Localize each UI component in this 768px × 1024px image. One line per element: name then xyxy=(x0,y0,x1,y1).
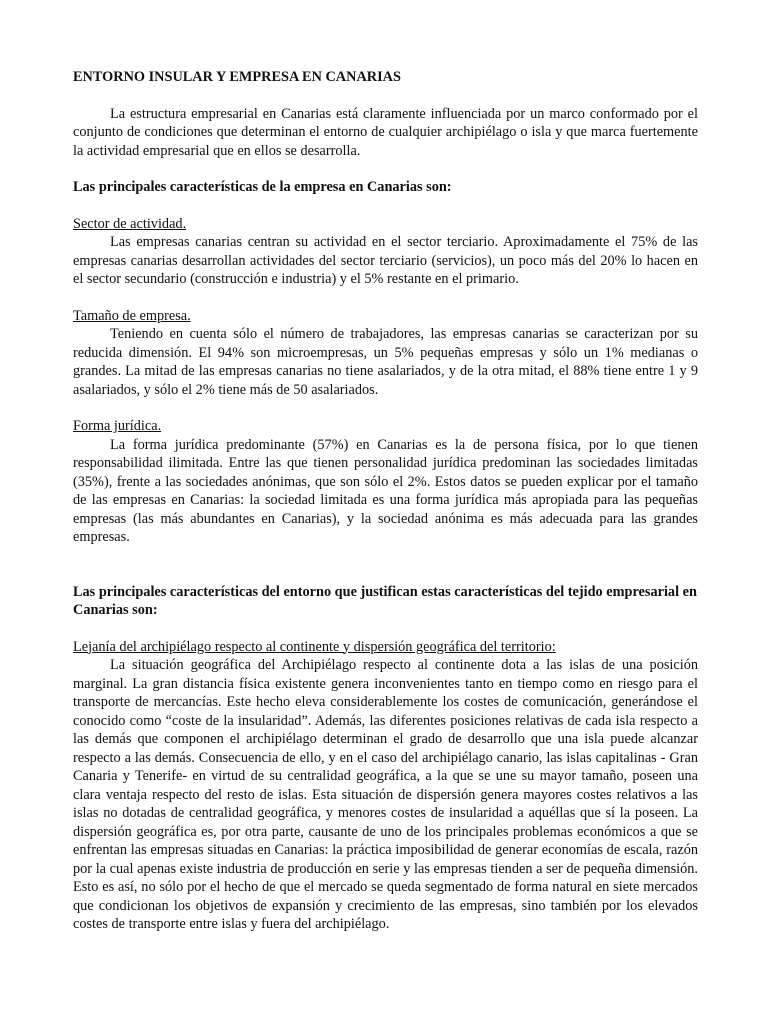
section-lejania xyxy=(73,638,698,934)
subheading-forma-juridica: Forma jurídica. xyxy=(73,418,162,434)
subheading-lejania: Lejanía del archipiélago respecto al continente y dispersión geográfica del territorio: xyxy=(73,638,556,655)
subheading-tamano-empresa: Tamaño de empresa. xyxy=(73,307,191,324)
heading-entorno: Las principales características del entorno que justifican estas características del tejido empresarial en Canarias son: xyxy=(73,583,697,618)
subheading-sector-actividad: Sector de actividad. xyxy=(73,215,187,232)
paragraph-lejania: La situación geográfica del Archipiélago respecto al continente dota a las islas de una posición marginal. La gran distancia física existente genera inconvenientes tanto en tiempo como en riesgo para el transporte de mercancías. Este hecho eleva considerablemente los costes de comunicación, generándose el conocido como “coste de la insularidad”. Además, las diferentes posiciones relativas de cada isla respecto a las demás que componen el archipiélago determinan el grado de desarrollo que una isla puede alcanzar respecto a las demás. Consecuencia de ello, y en el caso del archipiélago canario, las islas capitalinas - Gran Canaria y Tenerife- en virtud de su centralidad geográfica, a la que se une su mayor tamaño, poseen una clara ventaja respecto del resto de islas. Esta situación de dispersión genera mayores costes relativos a las islas no dotadas de centralidad geográfica, y menores costes de insularidad a aquéllas que sí la poseen. La dispersión geográfica es, por otra parte, causante de uno de los principales problemas económicos a que se enfrentan las empresas situadas en Canarias: la práctica imposibilidad de generar economías de escala, razón por la cual apenas existe industria de producción en serie y las empresas tienden a ser de pequeña dimensión. Esto es así, no sólo por el hecho de que el mercado se queda segmentado de forma natural en siete mercados que condicionan los objetivos de expansión y crecimiento de las empresas, sino también por los elevados costes de transporte entre islas y fuera del archipiélago. xyxy=(73,657,698,932)
document-title: ENTORNO INSULAR Y EMPRESA EN CANARIAS xyxy=(73,69,401,85)
section-sector-actividad xyxy=(73,215,698,289)
document-page xyxy=(73,68,698,952)
section-forma-juridica xyxy=(73,417,698,547)
paragraph-sector-actividad: Las empresas canarias centran su actividad en el sector terciario. Aproximadamente el 75% de las empresas canarias desarrollan actividades del sector terciario (servicios), un poco más del 20% lo hacen en el sector secundario (construcción e industria) y el 5% restante en el primario. xyxy=(73,234,698,287)
intro-paragraph: La estructura empresarial en Canarias está claramente influenciada por un marco conformado por el conjunto de condiciones que determinan el entorno de cualquier archipiélago o isla y que marca fuertemente la actividad empresarial que en ellos se desarrolla. xyxy=(73,105,698,159)
paragraph-tamano-empresa: Teniendo en cuenta sólo el número de trabajadores, las empresas canarias se caracterizan por su reducida dimensión. El 94% son microempresas, un 5% pequeñas empresas y sólo un 1% medianas o grandes. La mitad de las empresas canarias no tiene asalariados, y de la otra mitad, el 88% tiene entre 1 y 9 asalariados, y sólo el 2% tiene más de 50 asalariados. xyxy=(73,326,698,398)
paragraph-forma-juridica: La forma jurídica predominante (57%) en Canarias es la de persona física, por lo que tienen responsabilidad ilimitada. Entre las que tienen personalidad jurídica predominan las sociedades limitadas (35%), frente a las sociedades anónimas, que son sólo el 2%. Estos datos se pueden explicar por el tamaño de las empresas en Canarias: la sociedad limitada es una forma jurídica más apropiada para las pequeñas empresas (las más abundantes en Canarias), y la sociedad anónima es más adecuada para las grandes empresas. xyxy=(73,436,698,545)
section-tamano-empresa xyxy=(73,307,698,400)
heading-empresa: Las principales características de la empresa en Canarias son: xyxy=(73,179,452,195)
